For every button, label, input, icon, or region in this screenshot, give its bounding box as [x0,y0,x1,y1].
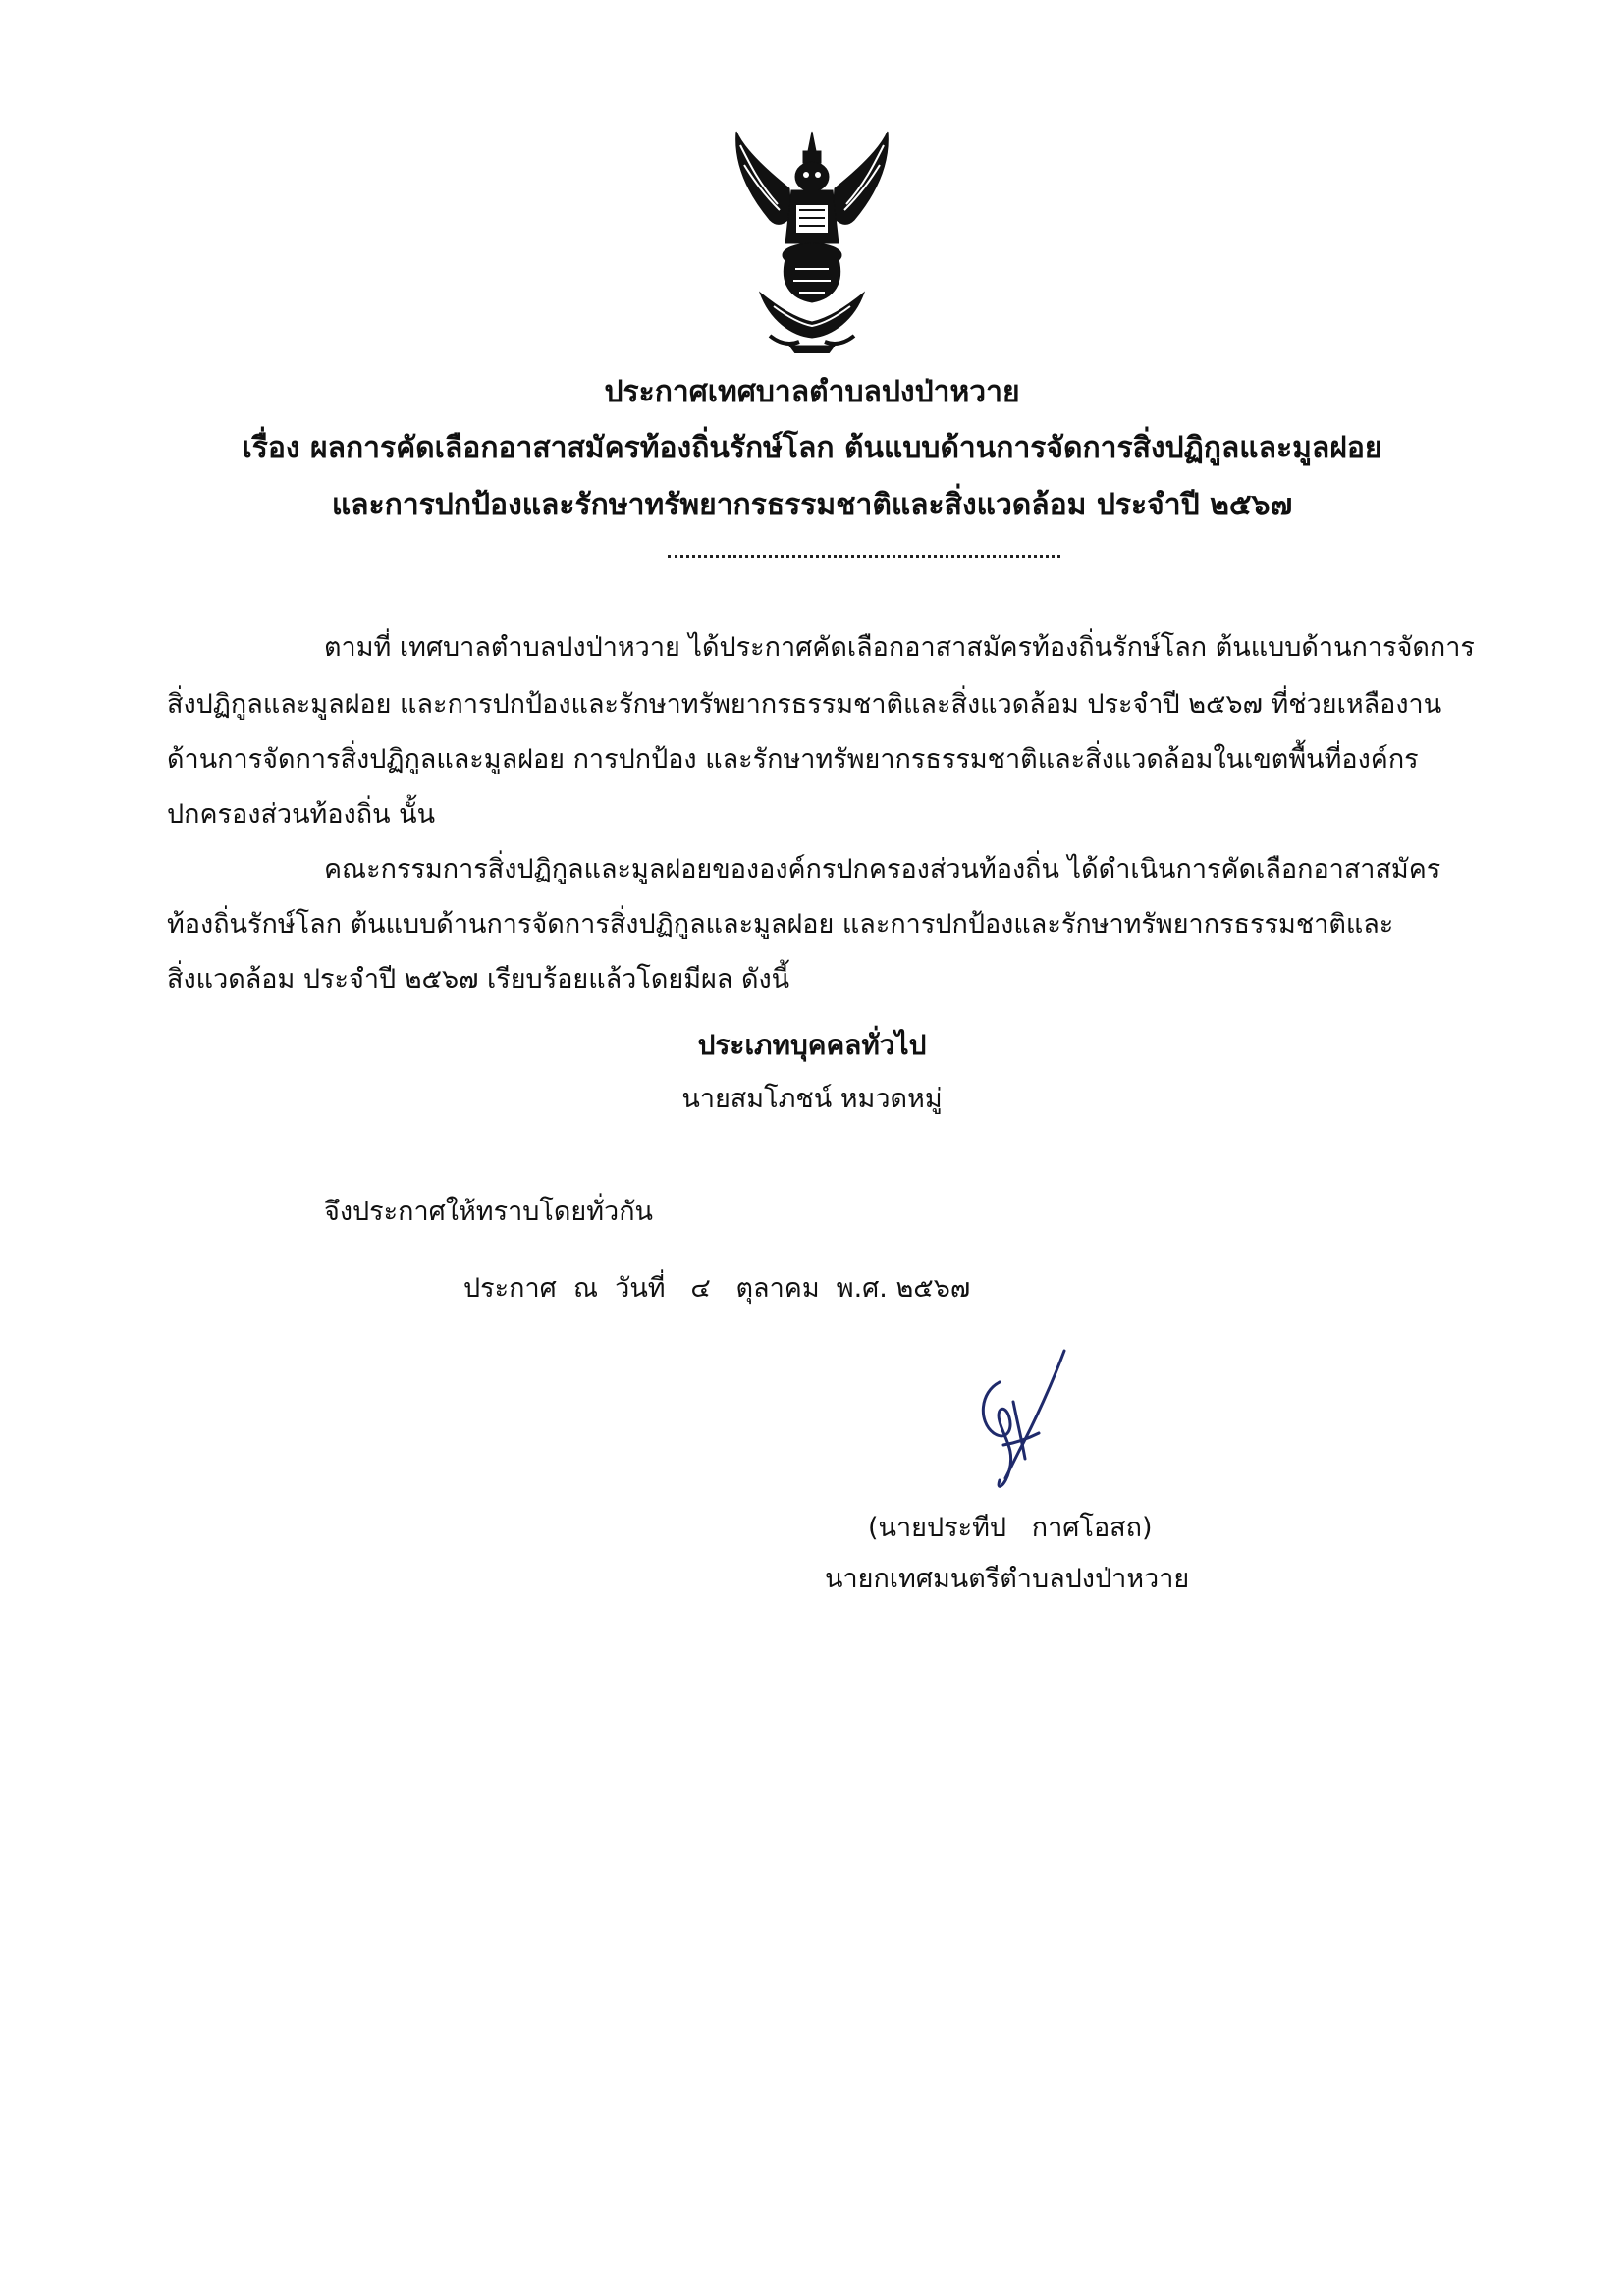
paragraph1-line1: ตามที่ เทศบาลตำบลปงป่าหวาย ได้ประกาศคัดเลือกอาสาสมัครท้องถิ่นรักษ์โลก ต้นแบบด้านการจัดการ [324,632,1475,663]
paragraph2-line2: ท้องถิ่นรักษ์โลก ต้นแบบด้านการจัดการสิ่งปฏิกูลและมูลฝอย และการปกป้องและรักษาทรัพยากรธรรมชาติและ [167,909,1394,939]
paragraph1-line2: สิ่งปฏิกูลและมูลฝอย และการปกป้องและรักษาทรัพยากรธรรมชาติและสิ่งแวดล้อม ประจำปี ๒๕๖๗ ที่ช่วยเหลืองาน [167,689,1442,720]
subject-line-continued: และการปกป้องและรักษาทรัพยากรธรรมชาติและสิ่งแวดล้อม ประจำปี ๒๕๖๗ [331,488,1293,522]
garuda-emblem-icon [731,126,893,353]
paragraph1-line4: ปกครองส่วนท้องถิ่น นั้น [167,799,436,829]
signer-name: (นายประทีป กาศโอสถ) [868,1513,1153,1543]
dotted-separator [668,535,1060,558]
signer-title: นายกเทศมนตรีตำบลปงป่าหวาย [825,1564,1190,1594]
winner-name: นายสมโภชน์ หมวดหมู่ [681,1084,943,1114]
closing-statement: จึงประกาศให้ทราบโดยทั่วกัน [324,1197,653,1227]
paragraph1-line3: ด้านการจัดการสิ่งปฏิกูลและมูลฝอย การปกป้อง และรักษาทรัพยากรธรรมชาติและสิ่งแวดล้อมในเขตพื้นที่องค์กร [167,744,1419,774]
category-heading: ประเภทบุคคลทั่วไป [697,1029,927,1061]
announcement-date: ประกาศ ณ วันที่ ๔ ตุลาคม พ.ศ. ๒๕๖๗ [463,1273,971,1304]
paragraph2-line3: สิ่งแวดล้อม ประจำปี ๒๕๖๗ เรียบร้อยแล้วโดยมีผล ดังนี้ [167,964,790,994]
announcement-title: ประกาศเทศบาลตำบลปงป่าหวาย [604,375,1020,409]
signature-icon [970,1343,1078,1500]
subject-line: เรื่อง ผลการคัดเลือกอาสาสมัครท้องถิ่นรักษ์โลก ต้นแบบด้านการจัดการสิ่งปฏิกูลและมูลฝอย [242,431,1382,465]
paragraph2-line1: คณะกรรมการสิ่งปฏิกูลและมูลฝอยขององค์กรปกครองส่วนท้องถิ่น ได้ดำเนินการคัดเลือกอาสาสมัคร [324,854,1441,884]
